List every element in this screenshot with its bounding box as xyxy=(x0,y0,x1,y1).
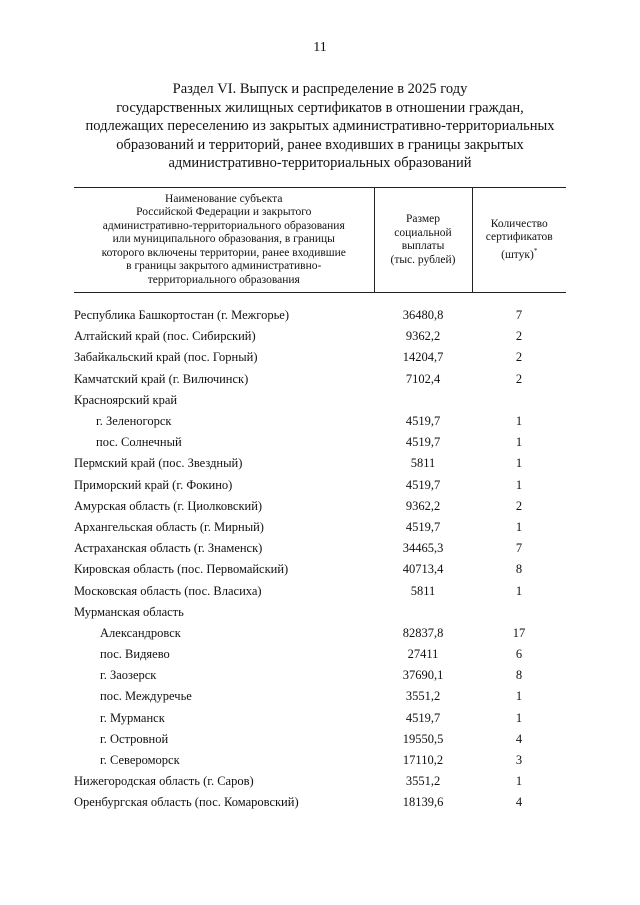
header-line: сертификатов xyxy=(485,231,553,244)
title-line: образований и территорий, ранее входивших в границы закрытых xyxy=(116,136,524,153)
table-spacer xyxy=(74,293,566,306)
row-payment-amount: 4519,7 xyxy=(405,414,441,429)
header-line xyxy=(477,245,563,262)
row-payment-amount: 9362,2 xyxy=(405,498,441,513)
header-payment-amount xyxy=(374,188,472,293)
row-payment-amount: 36480,8 xyxy=(402,308,444,323)
row-certificate-count: 7 xyxy=(515,541,523,556)
row-payment-amount: 3551,2 xyxy=(405,774,441,789)
row-payment-amount: 18139,6 xyxy=(402,795,444,810)
row-certificate-count: 1 xyxy=(515,774,523,789)
row-certificate-count: 1 xyxy=(515,414,523,429)
row-payment-amount: 7102,4 xyxy=(405,371,441,386)
table-row xyxy=(74,559,566,580)
row-certificate-count: 1 xyxy=(515,519,523,534)
row-subject-name: Камчатский край (г. Вилючинск) xyxy=(74,371,249,386)
row-payment-amount xyxy=(374,390,472,411)
table-row xyxy=(74,326,566,347)
table-row xyxy=(74,623,566,644)
footnote-mark: * xyxy=(533,246,538,255)
row-subject-name: г. Островной xyxy=(100,731,169,746)
row-payment-amount: 40713,4 xyxy=(402,562,444,577)
row-certificate-count: 17 xyxy=(512,625,526,640)
table-row xyxy=(74,538,566,559)
row-subject-name: пос. Солнечный xyxy=(96,435,182,450)
table-row xyxy=(74,411,566,432)
row-subject-name: Алтайский край (пос. Сибирский) xyxy=(74,329,256,344)
row-subject-name: Кировская область (пос. Первомайский) xyxy=(74,562,289,577)
title-line: административно-территориальных образований xyxy=(168,155,472,171)
table-row xyxy=(74,347,566,368)
header-line: территориального образования xyxy=(147,273,300,286)
row-certificate-count: 1 xyxy=(515,435,523,450)
row-subject-name: Пермский край (пос. Звездный) xyxy=(74,456,243,471)
row-subject-name: Астраханская область (г. Знаменск) xyxy=(74,541,263,556)
row-subject-name: Забайкальский край (пос. Горный) xyxy=(74,350,258,365)
row-payment-amount: 34465,3 xyxy=(402,541,444,556)
table-header xyxy=(74,188,566,293)
table-row xyxy=(74,602,566,623)
row-payment-amount: 14204,7 xyxy=(402,350,444,365)
row-certificate-count: 2 xyxy=(515,329,523,344)
row-certificate-count xyxy=(472,390,566,411)
title-line: подлежащих переселению из закрытых административно-территориальных xyxy=(85,118,555,134)
table-row xyxy=(74,496,566,517)
header-line: или муниципального образования, в границы xyxy=(112,233,335,246)
row-certificate-count xyxy=(472,602,566,623)
row-certificate-count: 2 xyxy=(515,371,523,386)
table-row xyxy=(74,475,566,496)
row-certificate-count: 1 xyxy=(515,477,523,492)
table-row xyxy=(74,305,566,326)
header-line: (тыс. рублей) xyxy=(390,253,456,266)
row-subject-name: Архангельская область (г. Мирный) xyxy=(74,519,264,534)
row-certificate-count: 4 xyxy=(515,731,523,746)
row-payment-amount xyxy=(374,602,472,623)
table-row xyxy=(74,665,566,686)
table-row xyxy=(74,432,566,453)
row-certificate-count: 8 xyxy=(515,562,523,577)
row-payment-amount: 82837,8 xyxy=(402,625,444,640)
header-line: в границы закрытого административно- xyxy=(126,260,322,273)
row-payment-amount: 17110,2 xyxy=(402,753,444,768)
table-row xyxy=(74,708,566,729)
table-row xyxy=(74,771,566,792)
row-subject-name: Оренбургская область (пос. Комаровский) xyxy=(74,795,299,810)
header-line: Размер xyxy=(405,213,440,225)
header-line: Российской Федерации и закрытого xyxy=(136,206,312,219)
row-subject-name: Александровск xyxy=(100,625,181,640)
row-certificate-count: 4 xyxy=(515,795,523,810)
table-row xyxy=(74,369,566,390)
table-row xyxy=(74,453,566,474)
row-subject-name: пос. Видяево xyxy=(100,647,170,662)
row-subject-name: Нижегородская область (г. Саров) xyxy=(74,774,254,789)
header-line: Наименование субъекта xyxy=(165,192,283,205)
row-subject-name: г. Заозерск xyxy=(100,668,157,683)
row-certificate-count: 7 xyxy=(515,308,523,323)
row-payment-amount: 5811 xyxy=(410,456,436,471)
header-line: административно-территориального образования xyxy=(102,219,345,232)
header-line: которого включены территории, ранее входившие xyxy=(101,246,346,259)
row-certificate-count: 6 xyxy=(515,647,523,662)
row-subject-name: Мурманская область xyxy=(74,604,184,619)
row-certificate-count: 1 xyxy=(515,456,523,471)
row-payment-amount: 3551,2 xyxy=(405,689,441,704)
row-certificate-count: 1 xyxy=(515,583,523,598)
section-title xyxy=(70,80,570,173)
row-subject-name: Московская область (пос. Власиха) xyxy=(74,583,262,598)
row-subject-name: г. Зеленогорск xyxy=(96,414,172,429)
certificates-table xyxy=(74,187,566,814)
row-subject-name: г. Североморск xyxy=(100,753,180,768)
row-certificate-count: 8 xyxy=(515,668,523,683)
header-certificate-count xyxy=(472,188,566,293)
row-certificate-count: 2 xyxy=(515,498,523,513)
row-subject-name: Амурская область (г. Циолковский) xyxy=(74,498,263,513)
row-certificate-count: 1 xyxy=(515,710,523,725)
row-payment-amount: 4519,7 xyxy=(405,477,441,492)
row-certificate-count: 3 xyxy=(515,753,523,768)
table-row xyxy=(74,644,566,665)
certificates-table-container xyxy=(74,187,566,814)
row-payment-amount: 19550,5 xyxy=(402,731,444,746)
row-subject-name: Приморский край (г. Фокино) xyxy=(74,477,233,492)
row-subject-name: Республика Башкортостан (г. Межгорье) xyxy=(74,308,290,323)
header-line: социальной xyxy=(394,226,452,239)
row-certificate-count: 1 xyxy=(515,689,523,704)
row-certificate-count: 2 xyxy=(515,350,523,365)
header-line: Количество xyxy=(490,217,548,230)
row-payment-amount: 37690,1 xyxy=(402,668,444,683)
header-line-text: (штук) xyxy=(501,248,534,261)
table-row xyxy=(74,686,566,707)
header-subject-name xyxy=(74,188,374,293)
row-payment-amount: 27411 xyxy=(407,647,439,662)
page-number: 11 xyxy=(313,40,327,55)
table-row xyxy=(74,729,566,750)
row-subject-name: Красноярский край xyxy=(74,392,178,407)
row-payment-amount: 5811 xyxy=(410,583,436,598)
row-subject-name: г. Мурманск xyxy=(100,710,165,725)
table-body xyxy=(74,293,566,814)
table-row xyxy=(74,390,566,411)
header-line: выплаты xyxy=(401,240,445,252)
table-row xyxy=(74,517,566,538)
row-payment-amount: 4519,7 xyxy=(405,519,441,534)
row-payment-amount: 4519,7 xyxy=(405,710,441,725)
title-line: Раздел VI. Выпуск и распределение в 2025 году xyxy=(172,81,468,97)
table-row xyxy=(74,792,566,813)
row-subject-name: пос. Междуречье xyxy=(100,689,192,704)
title-line: государственных жилищных сертификатов в отношении граждан, xyxy=(116,99,524,116)
row-payment-amount: 9362,2 xyxy=(405,329,441,344)
row-payment-amount: 4519,7 xyxy=(405,435,441,450)
table-row xyxy=(74,580,566,601)
table-row xyxy=(74,750,566,771)
